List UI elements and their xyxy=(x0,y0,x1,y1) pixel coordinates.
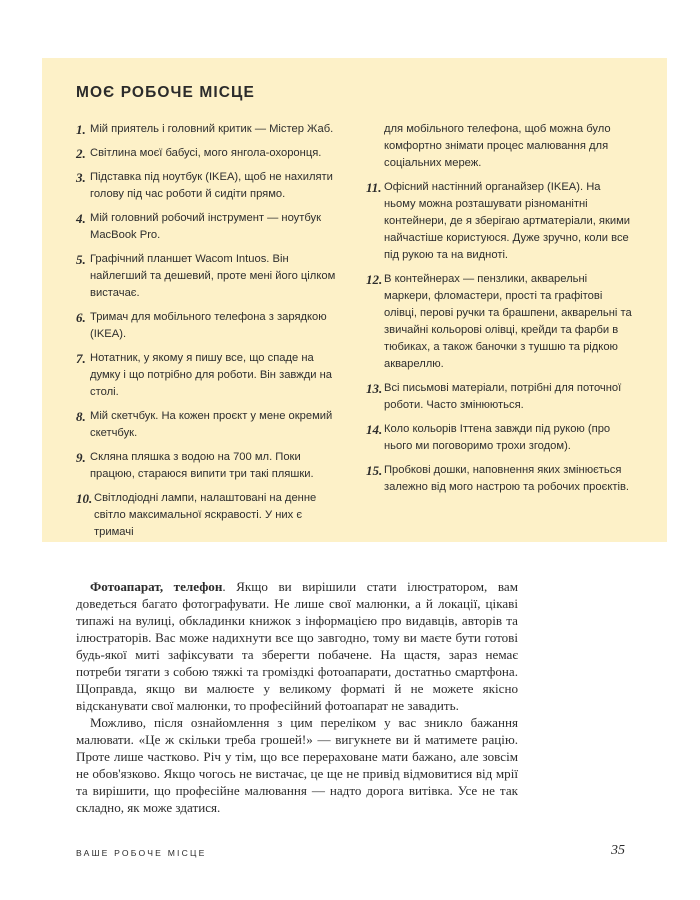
item-number: 1. xyxy=(76,122,86,137)
item-text: Мій скетчбук. На кожен проєкт у мене окремий скетчбук. xyxy=(90,410,333,439)
item-text: Коло кольорів Іттена завжди під рукою (про нього ми поговоримо трохи згодом). xyxy=(384,423,611,452)
list-item xyxy=(76,169,338,203)
list-item xyxy=(76,490,338,541)
list-item xyxy=(76,408,338,442)
paragraph-lead: Фотоапарат, телефон xyxy=(90,579,223,594)
item-text: Підставка під ноутбук (IKEA), щоб не нахиляти голову під час роботи й сидіти прямо. xyxy=(90,171,333,200)
item-text: Тримач для мобільного телефона з зарядкою (IKEA). xyxy=(90,311,327,340)
list-item xyxy=(366,380,634,414)
list-item xyxy=(76,309,338,343)
list-item xyxy=(366,462,634,496)
paragraph: Можливо, після ознайомлення з цим переліком у вас зникло бажання малювати. «Це ж скільки треба грошей!» — вигукнете ви й матимете рацію. Проте лише частково. Річ у тім, що все перераховане мати бажано, але зовсім не обов'язково. Якщо чогось не вистачає, це ще не привід відмовитися від мрії та вирішити, що професійне малювання — надто дорога витівка. Усе не так складно, як може здатися. xyxy=(76,715,518,815)
item-text: Мій приятель і головний критик — Містер Жаб. xyxy=(90,123,334,135)
item-text: Графічний планшет Wacom Intuos. Він найлегший та дешевий, проте мені його цілком вистачає. xyxy=(90,253,336,299)
list-item xyxy=(76,350,338,401)
item-number: 4. xyxy=(76,211,86,226)
item-number: 12. xyxy=(366,272,383,287)
list-item xyxy=(366,271,634,373)
item-number: 8. xyxy=(76,409,86,424)
item-number: 11. xyxy=(366,180,382,195)
list-item xyxy=(76,210,338,244)
item-number: 2. xyxy=(76,146,86,161)
page-number: 35 xyxy=(611,843,625,858)
list-item xyxy=(366,421,634,455)
paragraph-text: . Якщо ви вирішили стати ілюстратором, вам доведеться багато фотографувати. Не лише свої малюнки, а й локації, цікаві типажі на вулиці, обкладинки книжок з інформацією про видавців, авторів та ілюстраторів. Вас може надихнути все що завгодно, тому ви маєте бути готові будь-якої миті зафіксувати та зберегти побачене. На щастя, зараз немає потреби тягати з собою тяжкі та громіздкі фотоапарати, достатньо смартфона. Щоправда, якщо ви малюєте у великому форматі й не можете якісно відсканувати свої малюнки, то професійний фотоапарат не завадить. xyxy=(76,579,518,713)
item-number: 3. xyxy=(76,170,86,185)
list-item xyxy=(76,145,338,162)
item-text: Офісний настінний органайзер (IKEA). На ньому можна розташувати різноманітні контейнери, де я зберігаю артматеріали, якими найчастіше користуюся. Дуже зручно, коли все під рукою та на видноті. xyxy=(384,181,631,261)
item-number: 13. xyxy=(366,381,383,396)
list-item-continuation xyxy=(366,121,634,172)
item-text: В контейнерах — пензлики, акварельні маркери, фломастери, прості та графітові олівці, перові ручки та брашпени, акварельні та звичайні кольорові олівці, крейди та фарби в тюбиках, а також баночки з тушшю та рідкою аквареллю. xyxy=(384,273,632,370)
box-title: МОЄ РОБОЧЕ МІСЦЕ xyxy=(76,84,255,101)
right-column xyxy=(366,121,634,503)
item-text: Пробкові дошки, наповнення яких змінюється залежно від мого настрою та робочих проєктів. xyxy=(384,464,629,493)
item-text: Мій головний робочий інструмент — ноутбук MacBook Pro. xyxy=(90,212,322,241)
item-number: 6. xyxy=(76,310,86,325)
item-text: Світлодіодні лампи, налаштовані на денне світло максимальної яскравості. У них є тримачі xyxy=(94,492,317,538)
item-number: 14. xyxy=(366,422,383,437)
paragraph xyxy=(76,578,518,714)
item-number: 7. xyxy=(76,351,86,366)
list-item xyxy=(76,251,338,302)
item-number: 15. xyxy=(366,463,383,478)
item-text: для мобільного телефона, щоб можна було комфортно знімати процес малювання для соціальних мереж. xyxy=(384,123,611,169)
left-column xyxy=(76,121,338,548)
list-item xyxy=(366,179,634,264)
body-text xyxy=(76,578,518,816)
running-footer: ВАШЕ РОБОЧЕ МІСЦЕ xyxy=(76,848,207,858)
item-text: Світлина моєї бабусі, мого янгола-охоронця. xyxy=(90,147,322,159)
item-number: 5. xyxy=(76,252,86,267)
item-number: 9. xyxy=(76,450,86,465)
item-number: 10. xyxy=(76,491,93,506)
list-item xyxy=(76,449,338,483)
item-text: Всі письмові матеріали, потрібні для поточної роботи. Часто змінюються. xyxy=(384,382,622,411)
item-text: Скляна пляшка з водою на 700 мл. Поки працюю, стараюся випити три такі пляшки. xyxy=(90,451,314,480)
item-text: Нотатник, у якому я пишу все, що спаде на думку і що потрібно для роботи. Він завжди на столі. xyxy=(90,352,333,398)
list-item xyxy=(76,121,338,138)
